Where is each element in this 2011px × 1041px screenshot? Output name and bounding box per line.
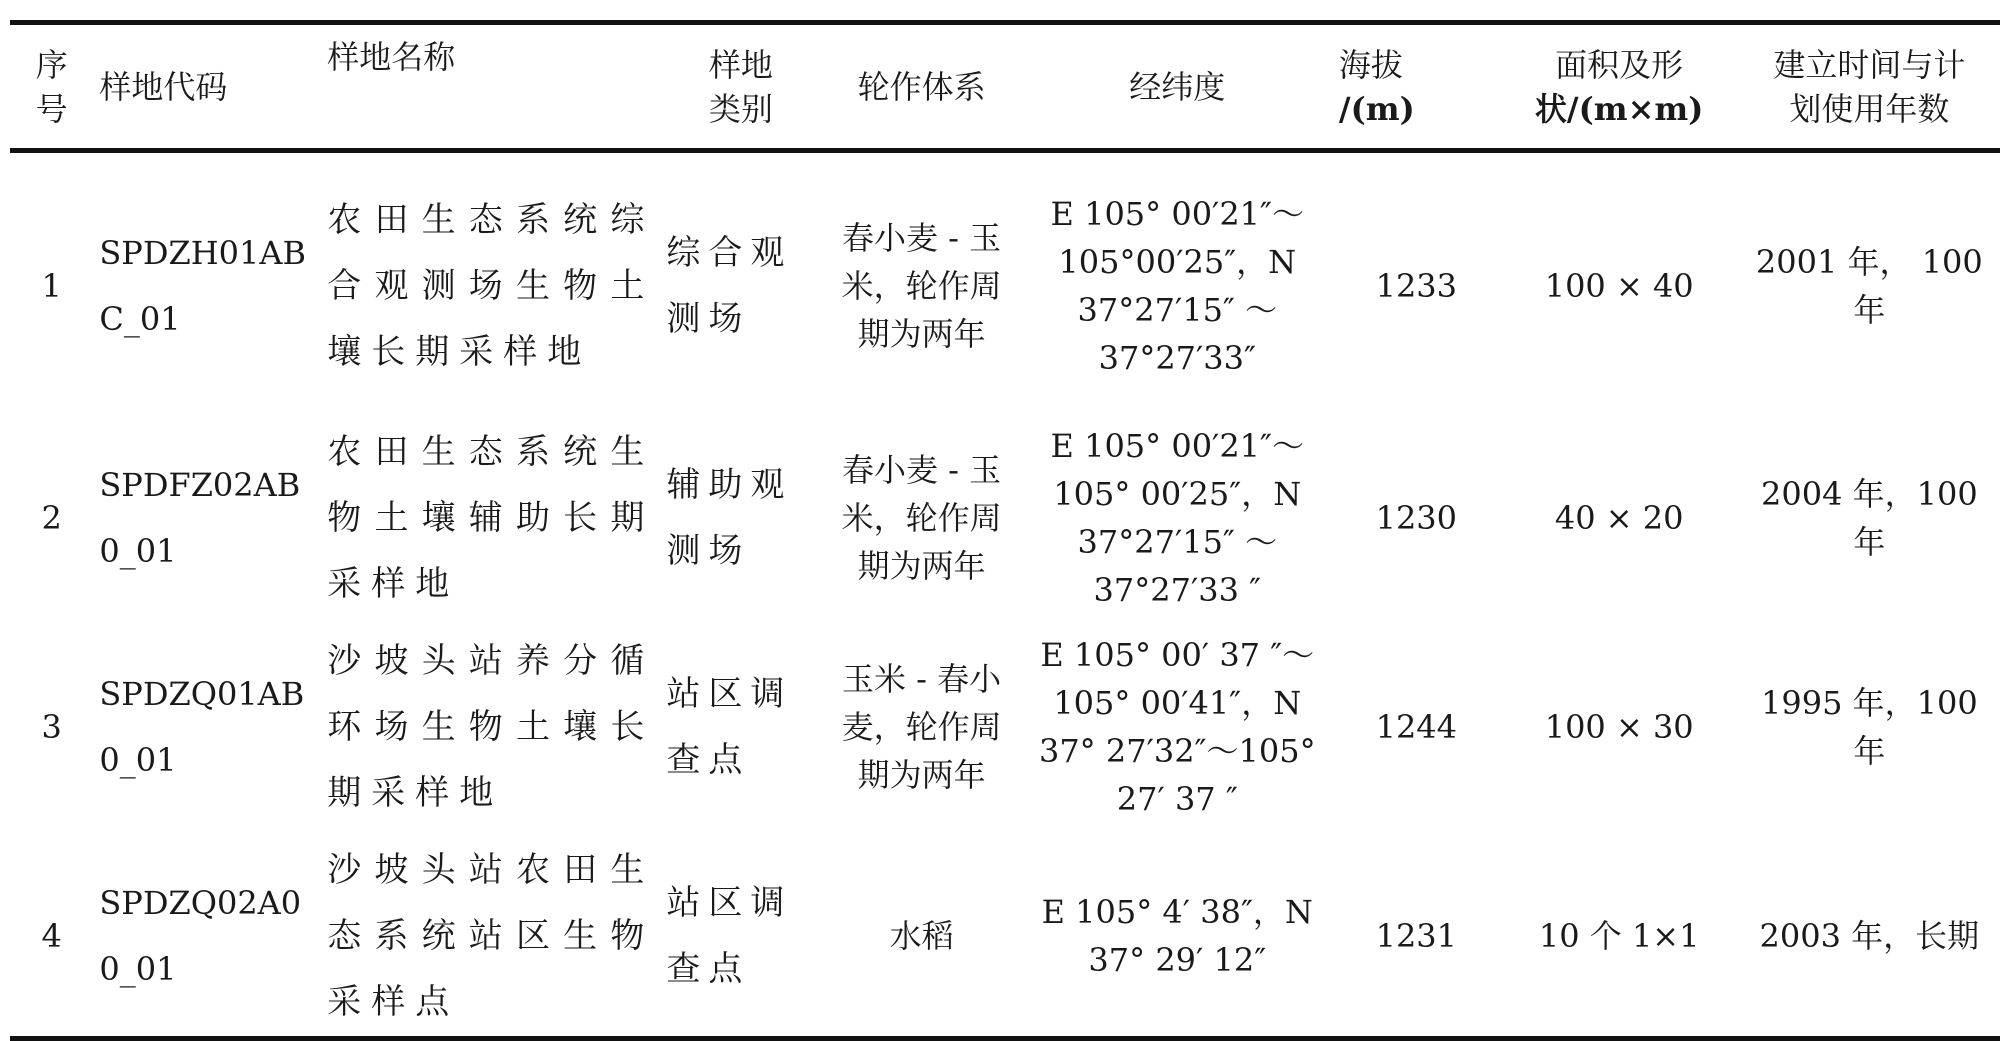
table-row bbox=[10, 618, 2000, 836]
cell-established: 2001 年， 100 年 bbox=[1755, 242, 1983, 329]
cell-altitude: 1244 bbox=[1375, 708, 1458, 746]
table-header bbox=[10, 23, 2000, 151]
cell-code: SPDFZ02AB0_01 bbox=[99, 466, 301, 570]
cell-established: 2004 年，100 年 bbox=[1760, 475, 1978, 561]
table-row bbox=[10, 836, 2000, 1039]
header-altitude bbox=[1333, 23, 1500, 151]
cell-altitude: 1233 bbox=[1375, 266, 1458, 305]
header-seq-label: 序号 bbox=[35, 45, 68, 128]
cell-name: 沙坡头站养分循环场生物土壤长期采样地 bbox=[327, 641, 655, 813]
cell-name: 沙坡头站农田生态系统站区生物采样点 bbox=[327, 850, 655, 1022]
table-body bbox=[10, 151, 2000, 1039]
cell-area: 100 × 40 bbox=[1544, 266, 1694, 305]
header-category-label: 样地类别 bbox=[708, 45, 773, 128]
cell-established: 2003 年，长期 bbox=[1759, 917, 1980, 955]
cell-category: 站区调查点 bbox=[666, 674, 793, 780]
header-area-line2: 状/(m×m) bbox=[1534, 89, 1704, 128]
cell-name: 农田生态系统生物土壤辅助长期采样地 bbox=[327, 432, 655, 604]
cell-altitude: 1231 bbox=[1375, 917, 1458, 955]
cell-rotation: 玉米 - 春小麦，轮作周期为两年 bbox=[841, 660, 1002, 794]
header-altitude-line2: /(m) bbox=[1338, 89, 1415, 128]
sample-plot-table bbox=[10, 20, 2000, 1041]
cell-rotation: 春小麦 - 玉米，轮作周期为两年 bbox=[841, 451, 1002, 585]
cell-rotation: 水稻 bbox=[889, 917, 954, 955]
cell-established: 1995 年，100 年 bbox=[1760, 684, 1978, 770]
cell-seq: 4 bbox=[41, 917, 62, 955]
cell-code: SPDZQ01AB0_01 bbox=[99, 675, 305, 779]
cell-code: SPDZH01ABC_01 bbox=[99, 233, 306, 338]
cell-category: 辅助观测场 bbox=[666, 465, 793, 571]
table-row bbox=[10, 418, 2000, 618]
header-area bbox=[1500, 23, 1739, 151]
header-row bbox=[10, 23, 2000, 151]
cell-area: 10 个 1×1 bbox=[1538, 917, 1700, 955]
cell-coords: E 105° 00′21″～105°00′25″，N 37°27′15″ ～37°27′33″ bbox=[1050, 194, 1304, 377]
cell-coords: E 105° 4′ 38″，N 37° 29′ 12″ bbox=[1041, 893, 1313, 979]
header-coords: 经纬度 bbox=[1129, 67, 1226, 106]
cell-name: 农田生态系统综合观测场生物土壤长期采样地 bbox=[327, 199, 655, 372]
cell-code: SPDZQ02A00_01 bbox=[99, 884, 302, 988]
header-altitude-line1: 海拔 bbox=[1338, 45, 1403, 84]
header-code: 样地代码 bbox=[99, 67, 228, 106]
cell-seq: 1 bbox=[41, 266, 62, 305]
cell-area: 40 × 20 bbox=[1554, 499, 1684, 537]
cell-seq: 2 bbox=[41, 499, 62, 537]
header-established-line1: 建立时间与计 bbox=[1773, 45, 1966, 84]
cell-category: 综合观测场 bbox=[666, 232, 793, 339]
cell-seq: 3 bbox=[41, 708, 62, 746]
header-seq bbox=[10, 23, 93, 151]
table-row bbox=[10, 151, 2000, 419]
header-area-line1: 面积及形 bbox=[1555, 45, 1684, 84]
cell-category: 站区调查点 bbox=[666, 883, 793, 989]
cell-coords: E 105° 00′ 37 ″～105° 00′41″，N 37° 27′32″～105° 27′ 37 ″ bbox=[1038, 636, 1316, 818]
cell-altitude: 1230 bbox=[1375, 499, 1458, 537]
header-established-line2: 划使用年数 bbox=[1789, 89, 1950, 128]
cell-rotation: 春小麦 - 玉米，轮作周期为两年 bbox=[841, 218, 1002, 353]
plot-table-container bbox=[10, 20, 2000, 1041]
cell-coords: E 105° 00′21″～105° 00′25″，N 37°27′15″ ～37°27′33 ″ bbox=[1050, 427, 1304, 609]
header-name: 样地名称 bbox=[327, 38, 456, 76]
header-rotation: 轮作体系 bbox=[857, 67, 986, 106]
cell-area: 100 × 30 bbox=[1544, 708, 1694, 746]
header-category bbox=[660, 23, 821, 151]
header-established bbox=[1739, 23, 2000, 151]
